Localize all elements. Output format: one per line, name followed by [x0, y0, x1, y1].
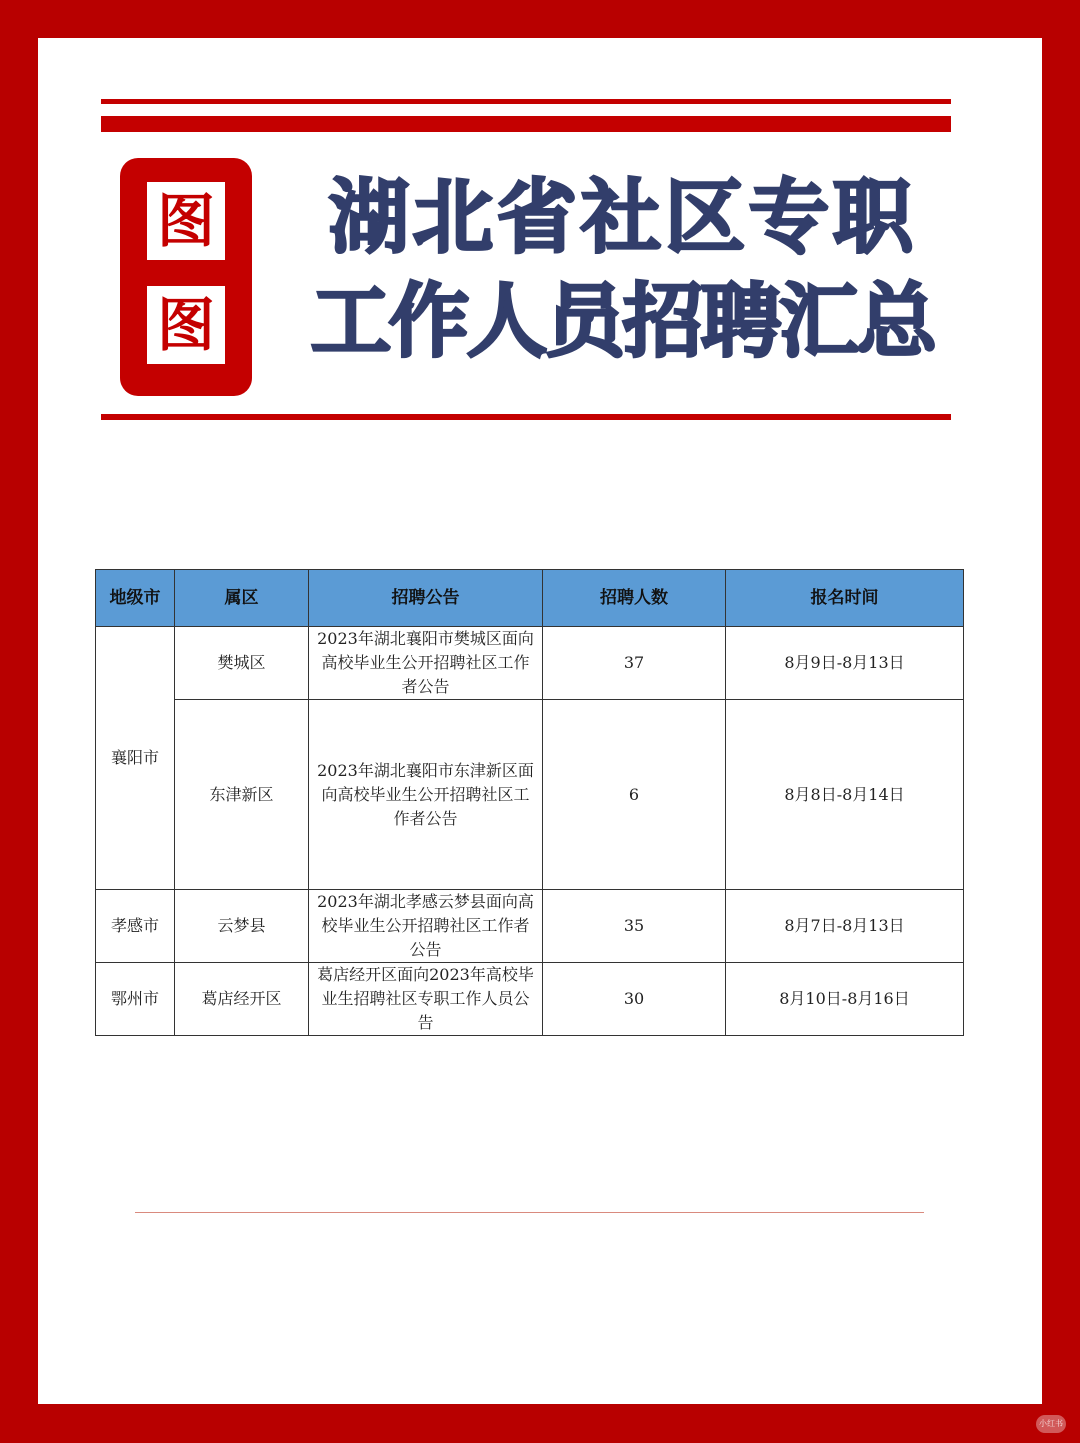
badge-glyph-bottom: 图	[147, 286, 225, 364]
header-period: 报名时间	[726, 570, 964, 627]
header-count: 招聘人数	[543, 570, 726, 627]
cell-count: 6	[543, 700, 726, 890]
cell-count: 30	[543, 963, 726, 1036]
cell-district: 葛店经开区	[175, 963, 309, 1036]
cell-notice: 2023年湖北襄阳市东津新区面向高校毕业生公开招聘社区工作者公告	[309, 700, 543, 890]
title-bottom-rule	[101, 414, 951, 420]
cell-notice: 葛店经开区面向2023年高校毕业生招聘社区专职工作人员公告	[309, 963, 543, 1036]
cell-count: 35	[543, 890, 726, 963]
table-row	[96, 963, 964, 1036]
cell-district: 东津新区	[175, 700, 309, 890]
cell-city: 孝感市	[96, 890, 175, 963]
top-rule-thin	[101, 99, 951, 104]
cell-city: 襄阳市	[96, 627, 175, 890]
cell-period: 8月10日-8月16日	[726, 963, 964, 1036]
header-city: 地级市	[96, 570, 175, 627]
cell-city: 鄂州市	[96, 963, 175, 1036]
table-header-row	[96, 570, 964, 627]
table-row	[96, 700, 964, 890]
table-row	[96, 890, 964, 963]
cell-period: 8月8日-8月14日	[726, 700, 964, 890]
recruitment-table	[95, 569, 964, 1036]
cell-count: 37	[543, 627, 726, 700]
cell-notice: 2023年湖北孝感云梦县面向高校毕业生公开招聘社区工作者公告	[309, 890, 543, 963]
cell-period: 8月9日-8月13日	[726, 627, 964, 700]
header-district: 属区	[175, 570, 309, 627]
table-row	[96, 627, 964, 700]
cell-notice: 2023年湖北襄阳市樊城区面向高校毕业生公开招聘社区工作者公告	[309, 627, 543, 700]
top-rule-thick	[101, 116, 951, 132]
header-notice: 招聘公告	[309, 570, 543, 627]
footer-rule	[135, 1212, 924, 1213]
cell-district: 樊城区	[175, 627, 309, 700]
title-line-1: 湖北省社区专职	[329, 171, 917, 264]
cell-district: 云梦县	[175, 890, 309, 963]
badge	[120, 158, 252, 396]
title-line-2: 工作人员招聘汇总	[311, 275, 935, 368]
cell-period: 8月7日-8月13日	[726, 890, 964, 963]
poster-card	[38, 38, 1042, 1404]
badge-glyph-top: 图	[147, 182, 225, 260]
watermark-logo: 小红书	[1036, 1415, 1066, 1433]
